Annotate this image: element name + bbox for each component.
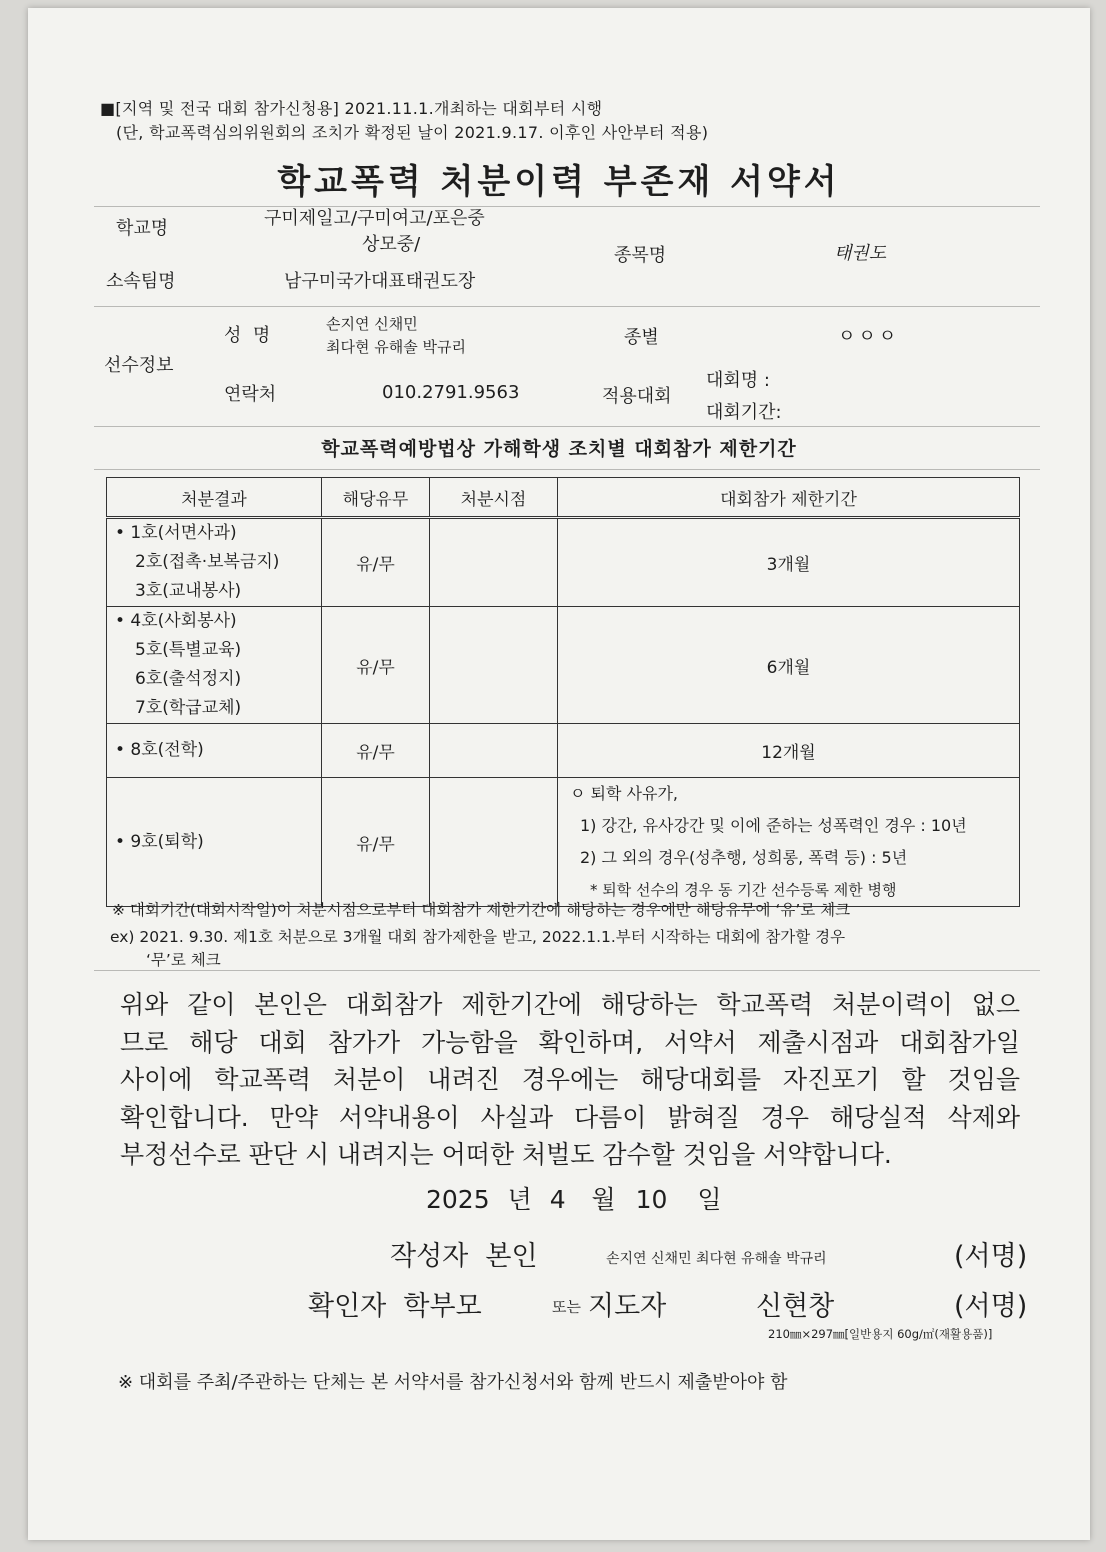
document-title: 학교폭력 처분이력 부존재 서약서: [277, 162, 841, 202]
pledge-date: [426, 1180, 722, 1216]
or-label: 또는: [552, 1298, 581, 1316]
date-year-unit: 년: [507, 1185, 532, 1214]
competition-name-label: 대회명 :: [706, 370, 770, 391]
pledge-line: 므로 해당 대회 참가가 가능함을 확인하며, 서약서 제출시점과 대회참가일: [120, 1027, 1020, 1057]
category-label: 종별: [624, 327, 659, 348]
disposition-cell: [107, 724, 322, 778]
table-row: [107, 518, 1020, 607]
divider: [94, 970, 1040, 971]
player-info-label: 선수정보: [104, 355, 174, 376]
pledge-line: 위와 같이 본인은 대회참가 제한기간에 해당하는 학교폭력 처분이력이 없으: [120, 990, 1020, 1019]
divider: [94, 206, 1040, 207]
divider: [94, 306, 1040, 307]
column-header: 대회참가 제한기간: [558, 478, 1020, 518]
pledge-line: 사이에 학교폭력 처분이 내려진 경우에는 해당대회를 자진포기 할 것임을: [120, 1065, 1020, 1094]
disposition-item: 7호(학급교체): [135, 698, 242, 718]
disposition-item: 2호(접촉·보복금지): [135, 552, 280, 572]
disposition-cell: [107, 518, 322, 607]
date-month-unit: 월: [591, 1185, 616, 1214]
restriction-cell: 6개월: [558, 607, 1020, 724]
disposition-item: • 9호(퇴학): [115, 831, 204, 852]
pledge-document: [28, 8, 1090, 1540]
disposition-item: 6호(출석정지): [135, 669, 242, 689]
name-value-line-2: 최다현 유해솔 박규리: [326, 338, 466, 356]
applied-competition-label: 적용대회: [602, 386, 672, 407]
pledge-text: [120, 986, 1020, 1174]
writer-names: 손지연 신채민 최다현 유해솔 박규리: [606, 1251, 827, 1267]
contact-label: 연락처: [224, 384, 277, 405]
table-note: ※ 대회기간(대회시작일)이 처분시점으로부터 대회참가 제한기간에 해당하는 경우에만 해당유무에 ‘유’로 체크: [112, 901, 851, 919]
table-row: [107, 778, 1020, 907]
school-value-line-1: 구미제일고/구미여고/포은중: [264, 208, 485, 229]
restriction-cell: 12개월: [558, 724, 1020, 778]
expulsion-reason-item: 2) 그 외의 경우(성추행, 성희롱, 폭력 등) : 5년: [580, 848, 908, 867]
pledge-line: 확인합니다. 만약 서약내용이 사실과 다름이 밝혀질 경우 해당실적 삭제와: [120, 1102, 1020, 1132]
date-month: 4: [549, 1185, 566, 1214]
expulsion-reason-heading: ㅇ 퇴학 사유가,: [570, 784, 678, 803]
disposition-item: • 8호(전학): [115, 740, 204, 760]
disposition-item: • 1호(서면사과): [115, 523, 237, 543]
restriction-table: [106, 477, 1020, 907]
divider: [94, 426, 1040, 427]
confirmer-label: 확인자 학부모: [308, 1291, 482, 1322]
disposition-item: • 4호(사회봉사): [115, 611, 237, 631]
divider: [94, 469, 1040, 470]
team-value: 남구미국가대표태권도장: [284, 271, 476, 292]
expulsion-reason-item: 1) 강간, 유사강간 및 이에 준하는 성폭력인 경우 : 10년: [580, 816, 967, 835]
name-label: 성 명: [224, 325, 271, 346]
paper-spec: 210㎜×297㎜[일반용지 60g/㎡(재활용품)]: [768, 1327, 993, 1341]
disposition-item: 5호(특별교육): [135, 640, 242, 660]
disposition-item: 3호(교내봉사): [135, 581, 242, 601]
category-value: ㅇㅇㅇ: [838, 326, 900, 347]
date-day-unit: 일: [697, 1185, 722, 1214]
disposition-date-cell[interactable]: [430, 724, 558, 778]
disposition-date-cell[interactable]: [430, 778, 558, 907]
coach-label: 지도자: [588, 1291, 667, 1322]
date-year: 2025: [426, 1185, 490, 1214]
pledge-line: 부정선수로 판단 시 내려지는 어떠한 처벌도 감수할 것임을 서약합니다.: [120, 1140, 892, 1169]
writer-label: 작성자 본인: [390, 1241, 538, 1272]
yes-no-cell[interactable]: 유/무: [322, 778, 430, 907]
table-row: [107, 607, 1020, 724]
contact-value: 010.2791.9563: [382, 382, 520, 403]
yes-no-cell[interactable]: 유/무: [322, 518, 430, 607]
disposition-cell: [107, 607, 322, 724]
restriction-cell: 3개월: [558, 518, 1020, 607]
name-value-line-1: 손지연 신채민: [326, 315, 418, 333]
yes-no-cell[interactable]: 유/무: [322, 724, 430, 778]
date-day: 10: [635, 1185, 668, 1214]
yes-no-cell[interactable]: 유/무: [322, 607, 430, 724]
table-header-row: [107, 478, 1020, 518]
writer-signature-field[interactable]: (서명): [954, 1241, 1028, 1272]
notice-line-1: ■[지역 및 전국 대회 참가신청용] 2021.11.1.개최하는 대회부터 시행: [100, 99, 603, 118]
example-note-line-1: ex) 2021. 9.30. 제1호 처분으로 3개월 대회 참가제한을 받고, 2022.1.1.부터 시작하는 대회에 참가할 경우: [110, 928, 846, 946]
restriction-cell: [558, 778, 1020, 907]
column-header: 처분시점: [430, 478, 558, 518]
column-header: 해당유무: [322, 478, 430, 518]
team-label: 소속팀명: [106, 271, 176, 292]
event-label: 종목명: [614, 245, 667, 266]
school-value-line-2: 상모중/: [362, 234, 421, 255]
disposition-date-cell[interactable]: [430, 607, 558, 724]
school-label: 학교명: [116, 218, 169, 239]
restriction-subtitle: 학교폭력예방법상 가해학생 조치별 대회참가 제한기간: [321, 438, 797, 460]
confirmer-signature-field[interactable]: (서명): [954, 1291, 1028, 1322]
competition-period-label: 대회기간:: [706, 402, 782, 423]
disposition-date-cell[interactable]: [430, 518, 558, 607]
example-note-line-2: ‘무’로 체크: [146, 951, 221, 969]
coach-name: 신현창: [756, 1291, 835, 1322]
table-row: [107, 724, 1020, 778]
expulsion-reason-note: * 퇴학 선수의 경우 동 기간 선수등록 제한 병행: [590, 881, 897, 899]
notice-line-2: (단, 학교폭력심의위원회의 조치가 확정된 날이 2021.9.17. 이후인 사안부터 적용): [116, 123, 709, 142]
column-header: 처분결과: [107, 478, 322, 518]
disposition-cell: [107, 778, 322, 907]
footer-note: ※ 대회를 주최/주관하는 단체는 본 서약서를 참가신청서와 함께 반드시 제출받아야 함: [118, 1372, 788, 1393]
event-value: 태권도: [834, 243, 887, 264]
